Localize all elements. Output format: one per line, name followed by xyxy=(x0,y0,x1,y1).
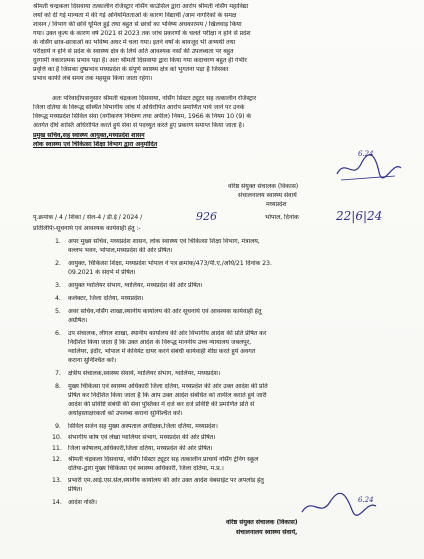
list-item-text: सिविल सर्जन सह मुख्य अस्पताल अधीक्षक,जिला दतिया, मध्यप्रदेश। xyxy=(68,423,218,430)
list-item-text: जिला कोषालय,अधिकारी,जिला दतिया, मध्यप्रदेश की ओर प्रेषित। xyxy=(68,445,213,452)
list-item-text: निर्देशित किया जाता है कि उक्त आदेश के विरूद्ध माननीय उच्च न्यायालय जबलपुर, xyxy=(68,339,251,346)
list-item-text: 09.2021 के संदर्भ में प्रेषित। xyxy=(68,269,136,276)
list-item-text: दतिया-द्वारा मुख्य चिकित्सा एवं स्वास्थ्य अधिकारी, जिला दतिया, म.प्र.। xyxy=(68,465,224,472)
signatory-designation: वरिष्ठ संयुक्त संचालक (विकास) xyxy=(226,519,298,526)
signatory-designation: वरिष्ठ संयुक्त संचालक (विकास) xyxy=(228,183,299,190)
text-line: के नर्सिंग छात्र-छात्राओं का भविष्य अधर में चला गया। इतने वर्षों के बावजूद भी अभ्यर्थी तथा xyxy=(33,39,236,46)
list-item-number: 4. xyxy=(55,295,61,302)
text-line: शासन / विभाग की छवि धूमिल हुई तथा बहुत से छात्रों का भविष्य अधकारमय / खिलवाड़ किया xyxy=(33,21,242,28)
list-item-text: अपर मुख्य सचिव, मध्यप्रदेश शासन, लोक स्वास्थ्य एवं चिकित्सा शिक्षा विभाग, मंत्रालय, xyxy=(68,238,260,245)
list-item-text: अवर सचिव,नर्सिंग शाखा,स्थानीय कार्यालय की ओर सूचनार्थ एवं आवश्यक कार्यवाही हेतु xyxy=(68,308,262,315)
list-item-text: क्षेत्रीय संचालक,स्वास्थ्य सेवायें, ग्वालियर संभाग, ग्वालियर, मध्यप्रदेश। xyxy=(68,370,221,377)
list-item-text: आदेश की प्रविष्टि संबंधी की सेवा पुस्तिका में दर्ज कर दर्ज प्रविष्टि की प्रमाणित प्रति से xyxy=(68,401,255,408)
list-item-text: उप संचालक, लीगल शाखा, स्थानीय कार्यालय की ओर विभागीय आदेश की प्रति प्रेषित कर xyxy=(68,330,267,337)
reference-number: पृ.क्रमांक / 4 / शिका / सेल-4 / डी.ई / 2024 / xyxy=(33,214,143,221)
list-item-number: 14. xyxy=(52,499,62,506)
text-line: श्रीमती चन्द्रकला दिसवाया तत्कालीन रजिस्ट्रार नर्सिंग काउंसिल द्वारा आरोप श्रीमती नर्सिंग महाविद्या xyxy=(33,3,249,10)
list-item-number: 9. xyxy=(55,423,61,430)
text-line: प्रवृत्ति का है जिसका दुष्प्रभाव मध्यप्रदेश के संपूर्ण स्वास्थ्य क्षेत्र को भुगतना पड़ा है जिसका xyxy=(33,66,229,73)
list-item-number: 12. xyxy=(52,456,62,463)
list-item-text: कराना सुनिश्चित करें। xyxy=(68,357,117,364)
list-item-number: 1. xyxy=(55,238,61,245)
text-line: परीक्षायें न होने से प्रदेश के स्वास्थ्य क्षेत्र के लिये अति आवश्यक नर्सों की उपलब्धता पर बहुत xyxy=(33,48,234,55)
list-item-number: 11. xyxy=(52,445,62,452)
approval-department: लोक स्वास्थ्य एवं चिकित्सा शिक्षा विभाग द्वारा अनुमोदित xyxy=(33,141,158,148)
signatory-state: मध्यप्रदेश xyxy=(266,201,287,208)
approval-authority: प्रमुख सचिव,सह स्वास्थ्य आयुक्त,मध्यप्रदेश शासन xyxy=(33,132,145,139)
list-item-text: वल्लभ भवन, भोपाल,मध्यप्रदेश की ओर प्रेषित। xyxy=(68,247,173,254)
signatory-office: संचालनालय स्वास्थ्य सेवायें, xyxy=(236,529,298,536)
place-date-label: भोपाल, दिनांक xyxy=(265,214,299,221)
list-item-text: कलेक्टर, जिला दतिया, मध्यप्रदेश। xyxy=(68,295,144,302)
list-item-text: मुख्य चिकित्सा एवं स्वास्थ्य अधिकारी जिला दतिया, मध्यप्रदेश की ओर उक्त आदेश की प्रति xyxy=(68,383,268,390)
copy-heading: प्रतिलिपिः-सूचनार्थ एवं आवश्यक कार्यवाही हेतु :- xyxy=(33,225,141,232)
signature-date: 6.24 xyxy=(358,496,374,504)
reference-number-handwritten: 926 xyxy=(196,210,217,223)
text-line: जिला दतिया के विरूद्ध संस्थित विभागीय जांच में अधिरोपित आरोप प्रमाणित पाये जाने पर उनके xyxy=(33,104,245,111)
list-item-text: अग्रेषित। xyxy=(68,317,88,324)
date-handwritten: 22|6|24 xyxy=(336,209,383,223)
list-item-number: 3. xyxy=(55,282,61,289)
signature-date: 6.24 xyxy=(358,150,374,158)
list-item-number: 6. xyxy=(55,330,61,337)
text-line: अंतर्गत दीर्घ शास्ति अधिरोपित करते हुये सेवा से पदच्युत करते हुए प्रकरण समाप्त किया जाता है। xyxy=(33,122,245,129)
list-item-number: 5. xyxy=(55,308,61,315)
list-item-text: श्रीमती चंद्रकला दिसवाया, नर्सिंग सिस्टर ट्यूटर सह तत्कालीन प्राचार्य नर्सिंग ट्रेनिंग स्कूल xyxy=(68,456,259,463)
signatory-office: संचालनालय स्वास्थ्य सेवायें xyxy=(238,192,297,199)
list-item-text: प्रेषित। xyxy=(68,486,83,493)
list-item-number: 10. xyxy=(52,434,62,441)
list-item-text: प्रभारी एम.आई.एस.सेल,स्थानीय कार्यालय की ओर उक्त आदेश वेबसाईट पर अपलोड हेतु xyxy=(68,477,264,484)
list-item-text: ग्वालियर, इंदौर, भोपाल में केवियेट दायर करने संबंधी कार्यवाही शीघ्र करते हुये अवगत xyxy=(68,348,256,355)
text-line: अतः परिवादीपत्रानुसार श्रीमती चंद्रकला दिसवाया, नर्सिंग सिस्टर ट्यूटर सह तत्कालीन रजिस्ट्रार xyxy=(52,95,257,102)
list-item-text: संभागीय कोष एवं लेखा ग्वालियर संभाग, मध्यप्रदेश की ओर प्रेषित। xyxy=(68,434,216,441)
list-item-text: आयुक्त ग्वालियर संभाग, ग्वालियर, मध्यप्रदेश की ओर प्रेषित। xyxy=(68,282,203,289)
text-line: लयों को दी गई मान्यता में की गई अनियमितताओं के कारण विद्यार्थी /आम नागरिकों के समक्ष xyxy=(33,12,237,19)
text-line: विरूद्ध मध्यप्रदेश सिविल सेवा (वर्गीकरण नियंत्रण तथा अपील) नियम, 1966 के नियम 10 (9) के xyxy=(33,113,252,120)
text-line: दुरगामी नकारात्मक प्रभाव पड़ा है। अतः श्रीमती दिसवाया द्वारा किया गया कदाचरण बहुत ही गंभीर xyxy=(33,57,247,64)
list-item-text: अधोहस्ताक्षरकर्ता को उपलब्ध कराना सुनिश्चित करें। xyxy=(68,410,183,417)
list-item-text: आयुक्त, चिकित्सा शिक्षा, मध्यप्रदेश भोपाल ने पत्र क्रमांक/473/पी.ए./अधि/21 दिनांक 23. xyxy=(68,260,272,267)
list-item-number: 8. xyxy=(55,383,61,390)
list-item-number: 7. xyxy=(55,370,61,377)
list-item-number: 2. xyxy=(55,260,61,267)
text-line: गया। उक्त कृत्य के कारण वर्ष 2021 से 2023 तक जांच प्रकरणों के चलते परीक्षा न होने से प्रदेश xyxy=(33,30,251,37)
list-item-number: 13. xyxy=(52,477,62,484)
list-item-text: प्रेषित कर निर्देशित किया जाता है कि आप उक्त आदेश संबंधित को तामील कराते हुये जारी xyxy=(68,392,267,399)
text-line: प्रभाव काफी लंबे समय तक महसूस किया जाता रहेगा। xyxy=(33,75,153,82)
list-item-text: आदेश नस्ति। xyxy=(68,499,97,506)
